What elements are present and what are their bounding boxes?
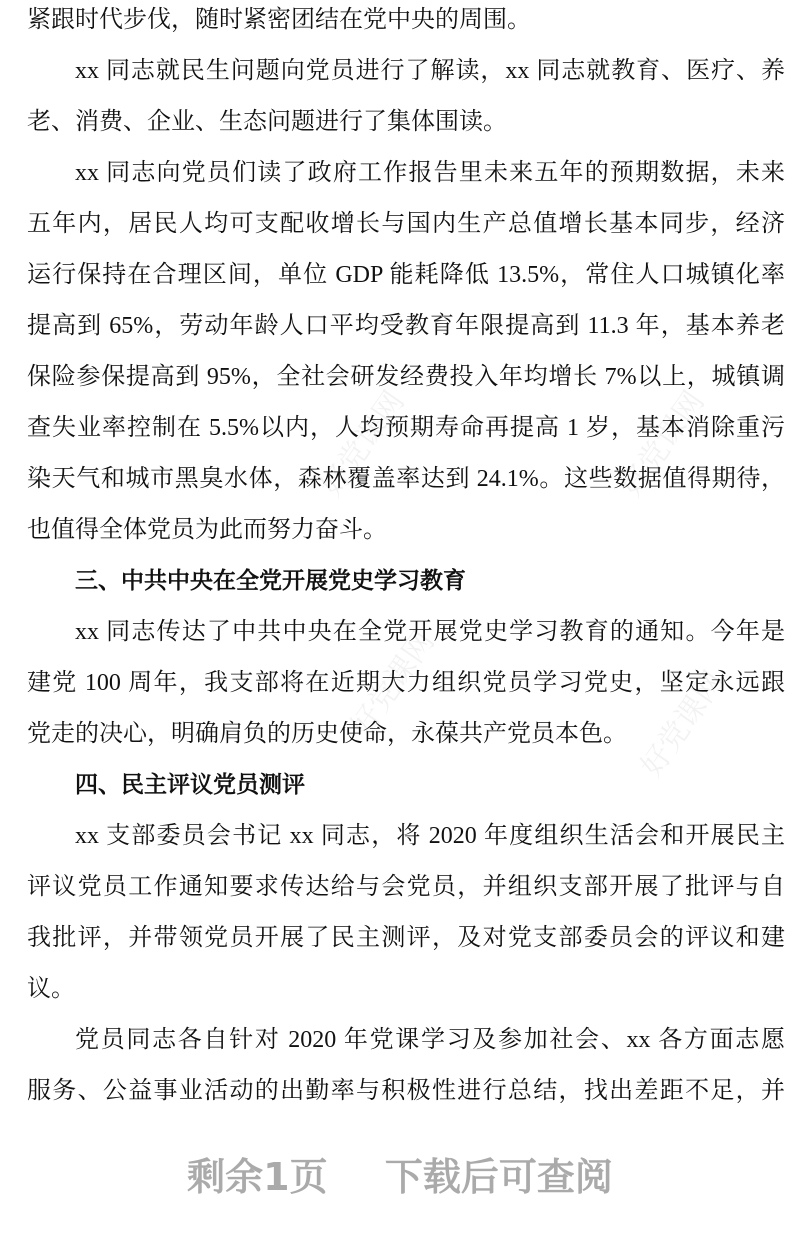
text-line: 议。 [27,976,75,1002]
watermark: 好党课网 [634,664,732,784]
text-line: 染天气和城市黑臭水体，森林覆盖率达到 24.1%。这些数据值得期待， [27,466,785,492]
watermark: 好党课网 [614,384,712,504]
text-line: 党员同志各自针对 2020 年党课学习及参加社会、xx 各方面志愿 [75,1027,785,1053]
download-prompt[interactable] [0,1146,800,1201]
text-line: xx 支部委员会书记 xx 同志，将 2020 年度组织生活会和开展民主 [75,823,785,849]
section-heading: 四、民主评议党员测评 [75,772,305,798]
text-line: 我批评，并带领党员开展了民主测评，及对党支部委员会的评议和建 [27,925,785,951]
text-line: 提高到 65%，劳动年龄人口平均受教育年限提高到 11.3 年，基本养老 [27,313,785,339]
text-line: 保险参保提高到 95%，全社会研发经费投入年均增长 7%以上，城镇调 [27,364,785,390]
text-line: 查失业率控制在 5.5%以内，人均预期寿命再提高 1 岁，基本消除重污 [27,415,785,441]
text-line: 老、消费、企业、生态问题进行了集体围读。 [27,109,507,135]
text-line: 建党 100 周年，我支部将在近期大力组织党员学习党史，坚定永远跟 [27,670,785,696]
document-body [27,0,785,1122]
remaining-pages-label: 剩余1页 [187,1155,328,1199]
text-line: xx 同志向党员们读了政府工作报告里未来五年的预期数据，未来 [75,160,785,186]
text-line: xx 同志就民生问题向党员进行了解读，xx 同志就教育、医疗、养 [75,58,785,84]
text-line: 评议党员工作通知要求传达给与会党员，并组织支部开展了批评与自 [27,874,785,900]
text-line: 五年内，居民人均可支配收增长与国内生产总值增长基本同步，经济 [27,211,785,237]
text-line: 运行保持在合理区间，单位 GDP 能耗降低 13.5%，常住人口城镇化率 [27,262,785,288]
text-line: 服务、公益事业活动的出勤率与积极性进行总结，找出差距不足，并 [27,1078,785,1104]
text-line: xx 同志传达了中共中央在全党开展党史学习教育的通知。今年是 [75,619,785,645]
text-line: 紧跟时代步伐，随时紧密团结在党中央的周围。 [27,7,531,33]
text-line: 也值得全体党员为此而努力奋斗。 [27,517,387,543]
text-line: 党走的决心，明确肩负的历史使命，永葆共产党员本色。 [27,721,627,747]
section-heading: 三、中共中央在全党开展党史学习教育 [75,568,466,594]
download-hint-label: 下载后可查阅 [384,1155,613,1199]
watermark: 好党课网 [344,624,442,744]
watermark: 好党课网 [314,384,412,504]
